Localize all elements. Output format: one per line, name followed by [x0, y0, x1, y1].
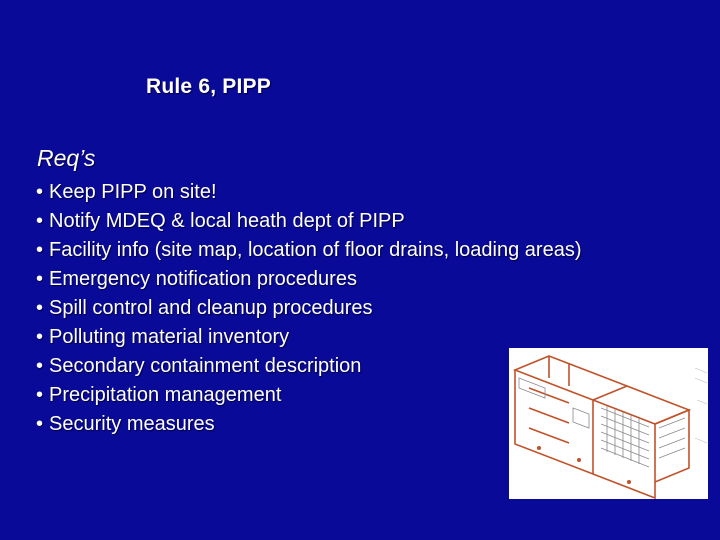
bullet-item: • Keep PIPP on site!	[34, 178, 634, 207]
bullet-item: • Precipitation management	[34, 381, 634, 410]
floor-plan-drawing	[509, 348, 708, 499]
bullet-item: • Spill control and cleanup procedures	[34, 294, 634, 323]
bullet-item: • Secondary containment description	[34, 352, 634, 381]
slide-title: Rule 6, PIPP	[146, 75, 271, 98]
floor-plan-image	[509, 348, 708, 499]
bullet-item: • Notify MDEQ & local heath dept of PIPP	[34, 207, 634, 236]
bullet-item: • Emergency notification procedures	[34, 265, 634, 294]
bullet-item: • Polluting material inventory	[34, 323, 634, 352]
bullet-item: • Facility info (site map, location of floor drains, loading areas)	[34, 236, 634, 265]
bullet-item: • Security measures	[34, 410, 634, 439]
slide-subtitle: Req’s	[37, 145, 96, 171]
